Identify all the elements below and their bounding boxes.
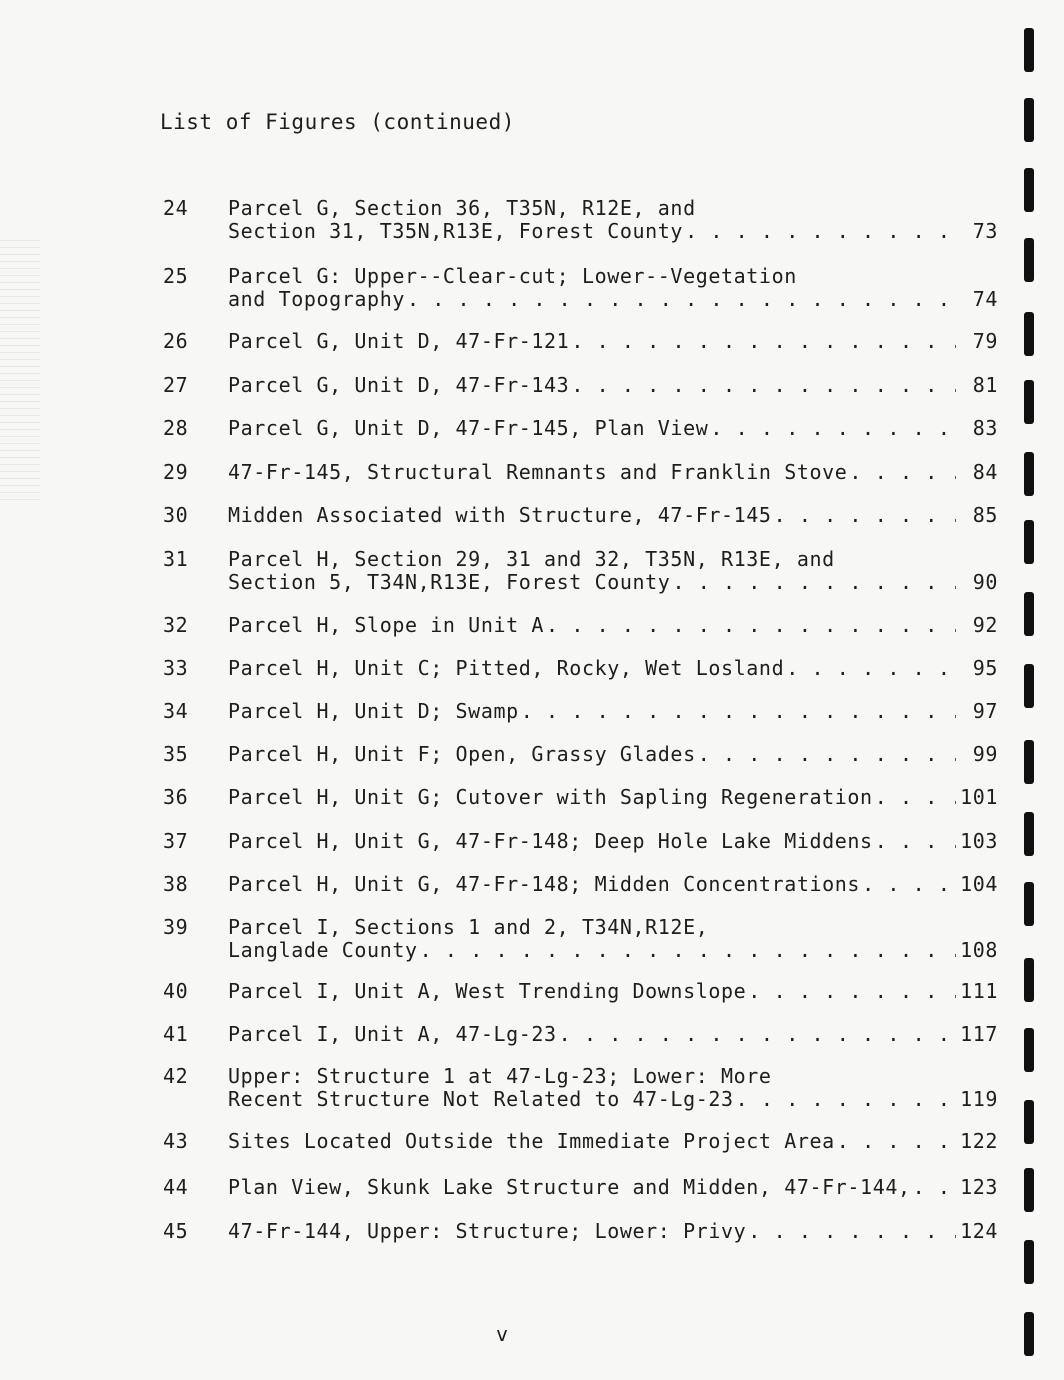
caption-text: Recent Structure Not Related to 47-Lg-23 <box>228 1087 734 1111</box>
figure-number: 34 <box>163 699 189 723</box>
figure-page: 90 <box>972 570 998 594</box>
caption-text: Parcel H, Unit D; Swamp <box>228 699 519 723</box>
figure-page: 81 <box>972 373 998 397</box>
figure-page: 101 <box>960 785 998 809</box>
figure-caption <box>228 1220 998 1243</box>
binding-hole <box>1024 312 1034 356</box>
caption-line <box>228 461 998 484</box>
figure-number: 39 <box>163 915 189 939</box>
binding-hole <box>1024 664 1034 708</box>
dot-leader <box>546 614 956 637</box>
caption-text: Parcel H, Unit G, 47-Fr-148; Midden Concentrations <box>228 872 861 896</box>
dot-leader <box>875 830 956 853</box>
figure-number: 29 <box>163 460 189 484</box>
caption-line <box>228 504 998 527</box>
figure-page: 95 <box>972 656 998 680</box>
figure-page: 117 <box>960 1022 998 1046</box>
figure-page: 123 <box>960 1175 998 1199</box>
figure-number: 27 <box>163 373 189 397</box>
caption-line <box>228 1088 998 1111</box>
figure-caption <box>228 374 998 397</box>
figure-caption <box>228 417 998 440</box>
caption-text: Langlade County <box>228 938 418 962</box>
figure-number: 31 <box>163 547 189 571</box>
caption-text: Plan View, Skunk Lake Structure and Midden, 47-Fr-144, <box>228 1175 911 1199</box>
caption-line <box>228 980 998 1003</box>
dot-leader <box>913 1176 956 1199</box>
dot-leader <box>559 1023 956 1046</box>
figure-number: 44 <box>163 1175 189 1199</box>
figure-number: 36 <box>163 785 189 809</box>
scan-noise <box>0 240 40 500</box>
figure-number: 43 <box>163 1129 189 1153</box>
binding-hole <box>1024 1240 1034 1284</box>
caption-text: Parcel H, Unit G, 47-Fr-148; Deep Hole Lake Middens <box>228 829 873 853</box>
binding-hole <box>1024 592 1034 636</box>
dot-leader <box>736 1088 956 1111</box>
figure-caption <box>228 830 998 853</box>
caption-text: and Topography <box>228 287 405 311</box>
caption-line <box>228 330 998 353</box>
binding-hole <box>1024 740 1034 784</box>
figure-caption <box>228 657 998 680</box>
dot-leader <box>862 873 956 896</box>
caption-line <box>228 743 998 766</box>
dot-leader <box>685 220 956 243</box>
dot-leader <box>571 374 956 397</box>
figure-caption <box>228 330 998 353</box>
binding-hole <box>1024 520 1034 564</box>
figure-caption <box>228 1023 998 1046</box>
dot-leader <box>420 939 956 962</box>
dot-leader <box>774 504 956 527</box>
caption-line <box>228 374 998 397</box>
binding-hole <box>1024 1168 1034 1212</box>
figure-page: 124 <box>960 1219 998 1243</box>
caption-line <box>228 571 998 594</box>
dot-leader <box>521 700 956 723</box>
caption-line <box>228 1023 998 1046</box>
figure-caption <box>228 743 998 766</box>
dot-leader <box>748 1220 956 1243</box>
caption-text: Parcel H, Unit C; Pitted, Rocky, Wet Losland <box>228 656 785 680</box>
figure-caption <box>228 1065 998 1111</box>
caption-line <box>228 417 998 440</box>
caption-text: 47-Fr-144, Upper: Structure; Lower: Privy <box>228 1219 747 1243</box>
figure-number: 26 <box>163 329 189 353</box>
figure-caption <box>228 786 998 809</box>
dot-leader <box>748 980 956 1003</box>
caption-text: Parcel H, Slope in Unit A <box>228 613 545 637</box>
caption-text: Midden Associated with Structure, 47-Fr-145 <box>228 503 772 527</box>
figure-number: 45 <box>163 1219 189 1243</box>
figure-page: 84 <box>972 460 998 484</box>
figure-number: 25 <box>163 264 189 288</box>
binding-hole <box>1024 812 1034 856</box>
figure-caption <box>228 980 998 1003</box>
binding-hole <box>1024 1100 1034 1144</box>
figure-caption <box>228 1176 998 1199</box>
binding-hole <box>1024 28 1034 72</box>
caption-text: 47-Fr-145, Structural Remnants and Franklin Stove <box>228 460 848 484</box>
binding-hole <box>1024 168 1034 212</box>
caption-line <box>228 830 998 853</box>
caption-line <box>228 873 998 896</box>
figure-caption <box>228 916 998 962</box>
dot-leader <box>672 571 956 594</box>
figure-number: 38 <box>163 872 189 896</box>
caption-text: Parcel I, Unit A, West Trending Downslope <box>228 979 747 1003</box>
page-heading: List of Figures (continued) <box>160 110 515 134</box>
page-number: v <box>496 1322 509 1346</box>
figure-number: 35 <box>163 742 189 766</box>
figure-page: 119 <box>960 1087 998 1111</box>
figure-page: 108 <box>960 938 998 962</box>
figure-number: 28 <box>163 416 189 440</box>
caption-text: Section 31, T35N,R13E, Forest County <box>228 219 684 243</box>
figure-number: 42 <box>163 1064 189 1088</box>
dot-leader <box>837 1130 956 1153</box>
figure-page: 104 <box>960 872 998 896</box>
caption-line <box>228 1130 998 1153</box>
figure-number: 33 <box>163 656 189 680</box>
caption-line <box>228 288 998 311</box>
caption-text: Sites Located Outside the Immediate Project Area <box>228 1129 835 1153</box>
figure-caption <box>228 504 998 527</box>
binding-hole <box>1024 238 1034 282</box>
caption-line <box>228 220 998 243</box>
caption-line <box>228 1176 998 1199</box>
caption-line <box>228 786 998 809</box>
figure-page: 111 <box>960 979 998 1003</box>
figure-page: 92 <box>972 613 998 637</box>
binding-hole <box>1024 1028 1034 1072</box>
caption-line: Parcel G: Upper--Clear-cut; Lower--Vegetation <box>228 264 797 288</box>
figure-caption <box>228 873 998 896</box>
figure-caption <box>228 548 998 594</box>
caption-line <box>228 614 998 637</box>
binding-hole <box>1024 958 1034 1002</box>
dot-leader <box>698 743 956 766</box>
caption-line: Parcel I, Sections 1 and 2, T34N,R12E, <box>228 915 709 939</box>
dot-leader <box>407 288 956 311</box>
figure-page: 103 <box>960 829 998 853</box>
caption-line: Parcel G, Section 36, T35N, R12E, and <box>228 196 696 220</box>
figure-page: 83 <box>972 416 998 440</box>
caption-line <box>228 939 998 962</box>
binding-hole <box>1024 380 1034 424</box>
dot-leader <box>786 657 956 680</box>
figure-number: 37 <box>163 829 189 853</box>
figure-caption <box>228 461 998 484</box>
figure-page: 97 <box>972 699 998 723</box>
caption-text: Parcel H, Unit G; Cutover with Sapling Regeneration <box>228 785 873 809</box>
figure-page: 85 <box>972 503 998 527</box>
dot-leader <box>571 330 956 353</box>
figure-caption <box>228 197 998 243</box>
figure-caption <box>228 1130 998 1153</box>
binding-holes <box>1024 0 1038 1380</box>
caption-text: Parcel G, Unit D, 47-Fr-143 <box>228 373 570 397</box>
binding-hole <box>1024 882 1034 926</box>
dot-leader <box>875 786 956 809</box>
figure-number: 41 <box>163 1022 189 1046</box>
figure-page: 99 <box>972 742 998 766</box>
figure-number: 40 <box>163 979 189 1003</box>
caption-line <box>228 1220 998 1243</box>
caption-text: Parcel I, Unit A, 47-Lg-23 <box>228 1022 557 1046</box>
binding-hole <box>1024 98 1034 142</box>
figure-page: 122 <box>960 1129 998 1153</box>
figure-page: 73 <box>972 219 998 243</box>
caption-line <box>228 657 998 680</box>
binding-hole <box>1024 1312 1034 1356</box>
figure-page: 79 <box>972 329 998 353</box>
caption-line: Parcel H, Section 29, 31 and 32, T35N, R13E, and <box>228 547 835 571</box>
dot-leader <box>849 461 956 484</box>
caption-line: Upper: Structure 1 at 47-Lg-23; Lower: More <box>228 1064 772 1088</box>
binding-hole <box>1024 452 1034 496</box>
caption-text: Parcel G, Unit D, 47-Fr-145, Plan View <box>228 416 709 440</box>
figure-number: 30 <box>163 503 189 527</box>
figure-caption <box>228 614 998 637</box>
dot-leader <box>710 417 956 440</box>
figure-page: 74 <box>972 287 998 311</box>
figure-caption <box>228 265 998 311</box>
caption-line <box>228 700 998 723</box>
figure-caption <box>228 700 998 723</box>
figure-number: 32 <box>163 613 189 637</box>
caption-text: Parcel G, Unit D, 47-Fr-121 <box>228 329 570 353</box>
caption-text: Section 5, T34N,R13E, Forest County <box>228 570 671 594</box>
figure-number: 24 <box>163 196 189 220</box>
caption-text: Parcel H, Unit F; Open, Grassy Glades <box>228 742 696 766</box>
